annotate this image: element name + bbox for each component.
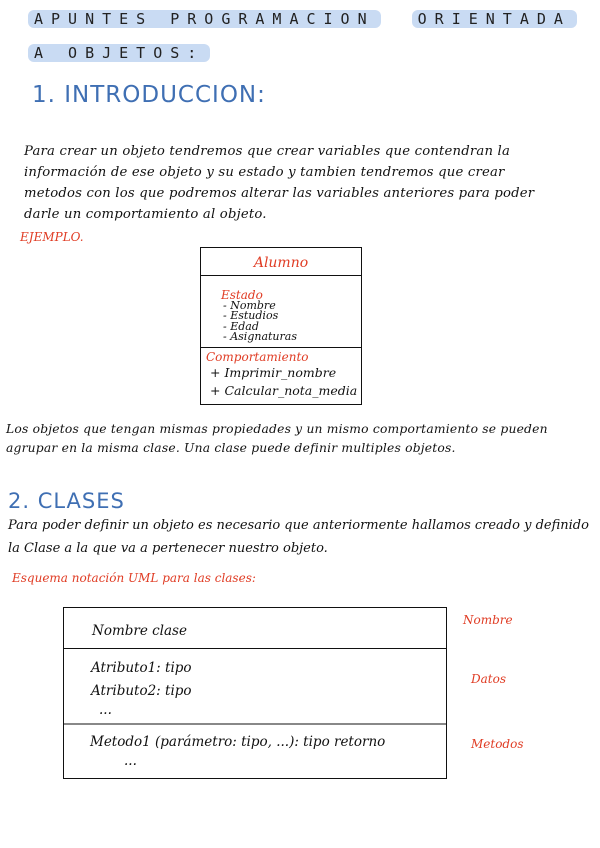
paragraph-line: Para poder definir un objeto es necesario que anteriormente hallamos creado y definido: [8, 518, 589, 533]
attribute-item: - Edad: [223, 319, 259, 333]
schema-attribute-ellipsis: ...: [99, 702, 112, 718]
section1-paragraph: [24, 141, 534, 225]
title-part3: A OBJETOS:: [28, 44, 210, 62]
method-item: + Imprimir_nombre: [210, 365, 337, 380]
method-item: + Calcular_nota_media: [210, 383, 358, 398]
attribute-item: - Asignaturas: [223, 330, 297, 343]
methods-label: Comportamiento: [206, 350, 309, 364]
schema-method: Metodo1 (parámetro: tipo, ...): tipo retorno: [90, 734, 386, 750]
title-part2: ORIENTADA: [412, 10, 577, 28]
title-part1: APUNTES PROGRAMACION: [28, 10, 381, 28]
schema-attribute: Atributo1: tipo: [91, 660, 192, 676]
document-title-line1: [28, 10, 577, 28]
schema-attribute: Atributo2: tipo: [91, 683, 192, 699]
paragraph-line: la Clase a la que va a pertenecer nuestro objeto.: [8, 541, 328, 556]
attribute-item: - Estudios: [223, 309, 279, 322]
uml-schema-attributes-row: [64, 648, 446, 725]
side-label-name: Nombre: [463, 613, 513, 627]
uml-schema-name-row: [64, 608, 446, 649]
attribute-item: - Nombre: [223, 298, 276, 312]
uml-example-class: [200, 247, 362, 405]
section2-heading: 2. CLASES: [8, 489, 125, 513]
side-label-methods: Metodos: [471, 737, 524, 751]
section1-heading: 1. INTRODUCCION:: [32, 82, 266, 108]
uml-example-attributes: [201, 276, 361, 348]
paragraph-line: Para crear un objeto tendremos que crear variables que contendran la: [24, 144, 511, 159]
section1-closing: [6, 420, 548, 458]
uml-example-class-name: Alumno: [201, 248, 361, 276]
paragraph-line: darle un comportamiento al objeto.: [24, 207, 267, 222]
document-title-line2: [28, 44, 210, 62]
paragraph-line: información de ese objeto y su estado y tambien tendremos que crear: [24, 165, 505, 180]
uml-schema-class-name: Nombre clase: [92, 623, 187, 639]
closing-line: Los objetos que tengan mismas propiedades y un mismo comportamiento se pueden: [6, 422, 548, 436]
uml-example-methods: [201, 348, 361, 400]
closing-line: agrupar en la misma clase. Una clase puede definir multiples objetos.: [6, 441, 456, 455]
example-label: EJEMPLO.: [20, 230, 84, 244]
uml-schema-methods-row: [64, 723, 446, 778]
schema-label: Esquema notación UML para las clases:: [12, 571, 256, 585]
uml-schema-class: [63, 607, 447, 779]
paragraph-line: metodos con los que podremos alterar las variables anteriores para poder: [24, 186, 535, 201]
side-label-data: Datos: [471, 672, 506, 686]
attributes-label: Estado: [221, 288, 263, 302]
section2-paragraph: [8, 514, 589, 560]
schema-method-ellipsis: ...: [124, 753, 137, 769]
